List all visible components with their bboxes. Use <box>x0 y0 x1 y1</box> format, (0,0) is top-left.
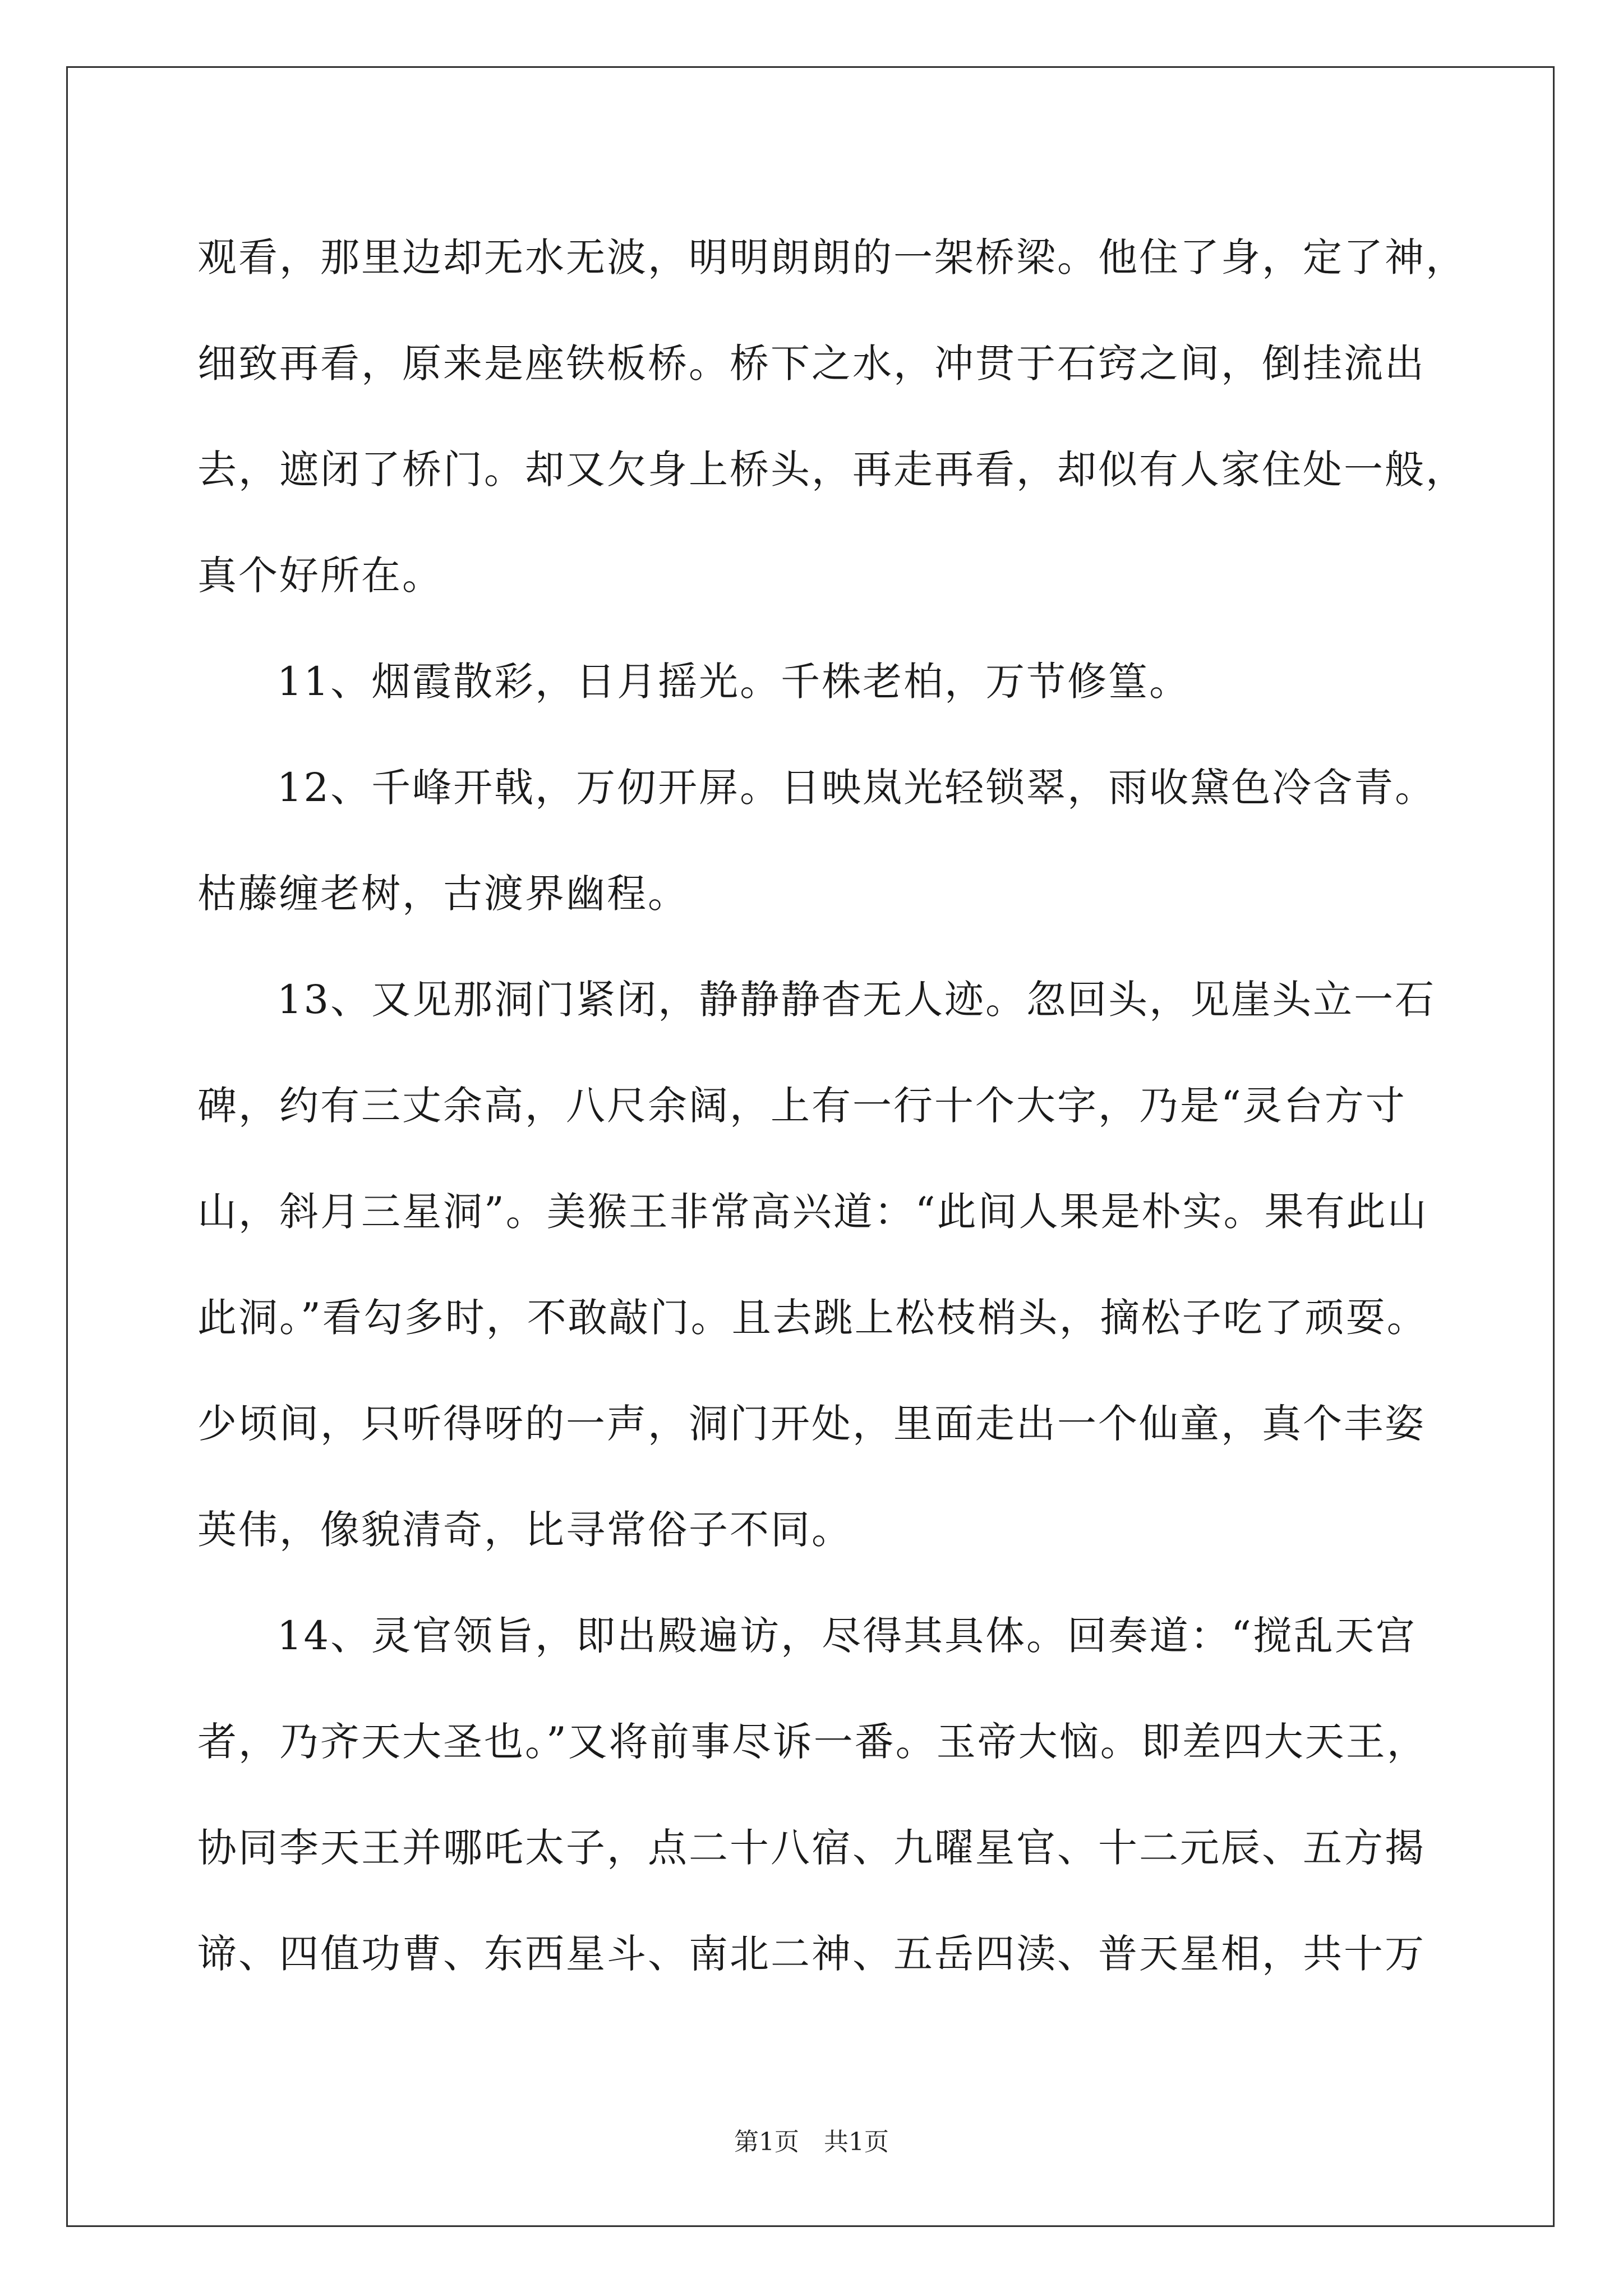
text-line: 13、又见那洞门紧闭，静静静杳无人迹。忽回头，见崖头立一石 <box>277 977 1436 1023</box>
text-line: 11、烟霞散彩，日月摇光。千株老柏，万节修篁。 <box>277 659 1191 705</box>
text-line: 去，遮闭了桥门。却又欠身上桥头，再走再看，却似有人家住处一般， <box>197 447 1467 493</box>
page-footer: 第1页 共1页 <box>734 2128 889 2156</box>
text-line: 枯藤缠老树，古渡界幽程。 <box>197 871 689 917</box>
text-line: 谛、四值功曹、东西星斗、南北二神、五岳四渎、普天星相，共十万 <box>197 1931 1426 1977</box>
text-line: 14、灵官领旨，即出殿遍访，尽得其具体。回奏道：“搅乱天宫 <box>277 1613 1417 1659</box>
text-line: 此洞。”看勾多时，不敢敲门。且去跳上松枝梢头，摘松子吃了顽耍。 <box>197 1295 1428 1341</box>
document-body <box>197 205 1467 2007</box>
text-line: 真个好所在。 <box>197 553 443 599</box>
text-line: 山，斜月三星洞”。美猴王非常高兴道：“此间人果是朴实。果有此山 <box>197 1189 1428 1235</box>
text-line: 少顷间，只听得呀的一声，洞门开处，里面走出一个仙童，真个丰姿 <box>197 1401 1426 1447</box>
text-line: 英伟，像貌清奇，比寻常俗子不同。 <box>197 1507 852 1553</box>
text-line: 碑，约有三丈余高，八尺余阔，上有一行十个大字，乃是“灵台方寸 <box>197 1083 1407 1129</box>
text-line: 观看，那里边却无水无波，明明朗朗的一架桥梁。他住了身，定了神， <box>197 234 1467 280</box>
text-line: 者，乃齐天大圣也。”又将前事尽诉一番。玉帝大恼。即差四大天王， <box>197 1719 1428 1765</box>
text-line: 细致再看，原来是座铁板桥。桥下之水，冲贯于石窍之间，倒挂流出 <box>197 341 1426 386</box>
text-line: 协同李天王并哪吒太子，点二十八宿、九曜星官、十二元辰、五方揭 <box>197 1825 1426 1871</box>
text-line: 12、千峰开戟，万仞开屏。日映岚光轻锁翠，雨收黛色冷含青。 <box>277 765 1436 811</box>
